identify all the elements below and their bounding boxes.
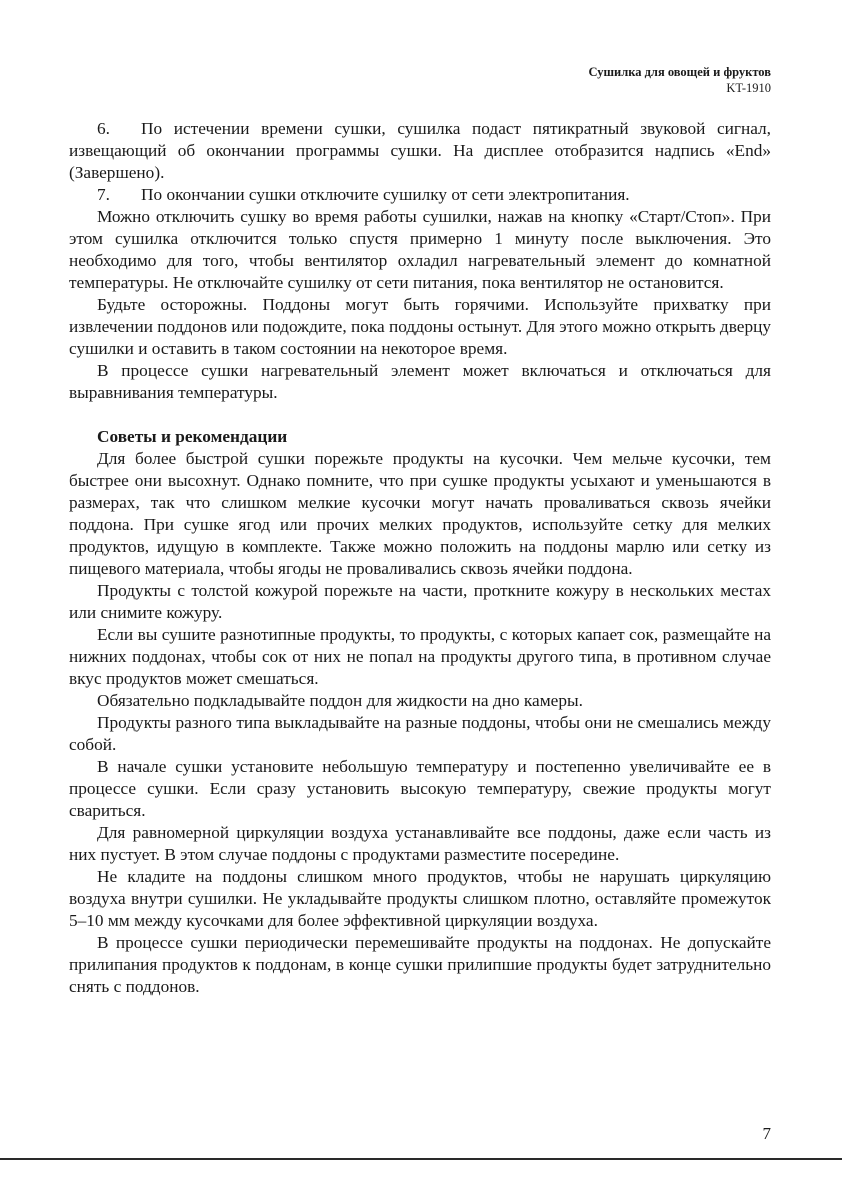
step-text: По окончании сушки отключите сушилку от сети электропитания. [141, 185, 630, 204]
step-number: 6. [97, 119, 110, 138]
step-item [69, 184, 771, 206]
paragraph: Будьте осторожны. Поддоны могут быть горячими. Используйте прихватку при извлечении поддонов или подождите, пока поддоны остынут. Для этого можно открыть дверцу сушилки и оставить в таком состоянии на некоторое время. [69, 295, 771, 358]
bottom-divider [0, 1158, 842, 1160]
paragraph: Обязательно подкладывайте поддон для жидкости на дно камеры. [97, 691, 583, 710]
step-text: По истечении времени сушки, сушилка подаст пятикратный звуковой сигнал, извещающий об окончании программы сушки. На дисплее отобразится надпись «End» (Завершено). [69, 119, 771, 182]
section-heading: Советы и рекомендации [97, 427, 288, 446]
section-spacer [69, 404, 771, 426]
document-title: Сушилка для овощей и фруктов [588, 65, 771, 79]
paragraph: Продукты разного типа выкладывайте на разные поддоны, чтобы они не смешались между собой. [69, 713, 771, 754]
paragraph: В начале сушки установите небольшую температуру и постепенно увеличивайте ее в процессе сушки. Если сразу установить высокую температуру, свежие продукты могут свариться. [69, 757, 771, 820]
paragraph: Не кладите на поддоны слишком много продуктов, чтобы не нарушать циркуляцию воздуха внутри сушилки. Не укладывайте продукты слишком плотно, оставляйте промежуток 5–10 мм между кусочками для более эффективной циркуляции воздуха. [69, 867, 771, 930]
paragraph: В процессе сушки периодически перемешивайте продукты на поддонах. Не допускайте прилипания продуктов к поддонам, в конце сушки прилипшие продукты будет затруднительно снять с поддонов. [69, 933, 771, 996]
step-number: 7. [97, 185, 110, 204]
paragraph: В процессе сушки нагревательный элемент может включаться и отключаться для выравнивания температуры. [69, 361, 771, 402]
step-item [69, 118, 771, 184]
paragraph: Для более быстрой сушки порежьте продукты на кусочки. Чем мельче кусочки, тем быстрее они высохнут. Однако помните, что при сушке продукты усыхают и уменьшаются в размерах, так что слишком мелкие кусочки могут начать проваливаться сквозь ячейки поддона. При сушке ягод или прочих мелких продуктов, используйте сетку для мелких продуктов, идущую в комплекте. Также можно положить на поддоны марлю или сетку из пищевого материала, чтобы ягоды не проваливались сквозь ячейки поддона. [69, 449, 771, 578]
page-number: 7 [762, 1124, 771, 1143]
paragraph: Если вы сушите разнотипные продукты, то продукты, с которых капает сок, размещайте на нижних поддонах, чтобы сок от них не попал на продукты другого типа, в противном случае вкус продуктов может смешаться. [69, 625, 771, 688]
paragraph: Продукты с толстой кожурой порежьте на части, проткните кожуру в нескольких местах или снимите кожуру. [69, 581, 771, 622]
paragraph: Для равномерной циркуляции воздуха устанавливайте все поддоны, даже если часть из них пустует. В этом случае поддоны с продуктами разместите посередине. [69, 823, 771, 864]
page-content [69, 118, 771, 998]
paragraph: Можно отключить сушку во время работы сушилки, нажав на кнопку «Старт/Стоп». При этом сушилка отключится только спустя примерно 1 минуту после выключения. Это необходимо для того, чтобы вентилятор охладил нагревательный элемент до комнатной температуры. Не отключайте сушилку от сети питания, пока вентилятор не остановится. [69, 207, 771, 292]
model-number: KT-1910 [726, 81, 771, 95]
page-header [588, 64, 771, 96]
